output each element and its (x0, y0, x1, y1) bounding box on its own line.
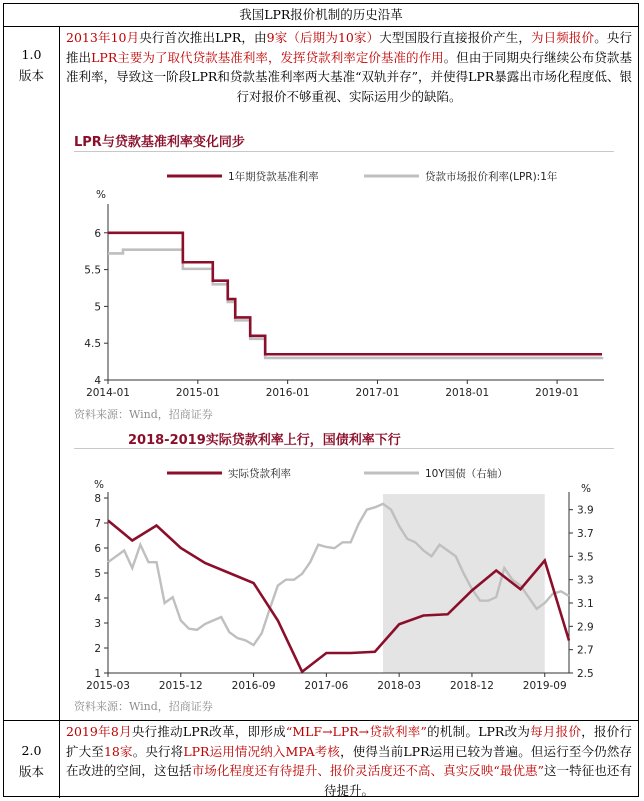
legend-label-base-rate: 1年期贷款基准利率 (228, 171, 319, 183)
x-tick-label: 2015-12 (158, 680, 203, 692)
highlight-text: 9家（后期为10家） (266, 30, 380, 45)
chart-2-real-rate-vs-bond (64, 454, 624, 699)
legend-label-bond: 10Y国债（右轴） (425, 468, 508, 480)
chart-1-title-rule (74, 151, 614, 152)
y-tick-label-left: 8 (94, 493, 101, 505)
version-1-description (66, 28, 632, 106)
x-tick-label: 2016-01 (265, 387, 310, 399)
highlight-text: 2019年8月 (66, 724, 132, 739)
x-tick-label: 2016-09 (231, 680, 276, 692)
highlight-text: 18家 (103, 743, 133, 759)
body-text: 。央行推出 (66, 30, 632, 65)
body-text: ，报价行扩大至 (66, 724, 633, 759)
highlight-text: 市场化程度还有待提升、报价灵活度还不高、真实反映“最优惠” (191, 763, 544, 778)
y-tick-label-left: 6 (94, 543, 101, 555)
lpr-history-table (3, 3, 639, 797)
series-line-lpr (108, 250, 602, 358)
series-line-base-rate (108, 233, 602, 354)
highlight-text: “MLF→LPR→贷款利率” (285, 724, 427, 739)
highlight-text: 每月报价 (530, 724, 582, 739)
chart-1-title: LPR与贷款基准利率变化同步 (74, 135, 245, 150)
y-axis-unit: % (96, 189, 106, 201)
x-tick-label: 2015-01 (175, 387, 220, 399)
y-tick-label-right: 2.5 (577, 668, 594, 680)
y-axis-unit-left: % (94, 479, 104, 491)
body-text: 。但由于同期央行继续公布贷款基准利率，导致这一阶段LPR和贷款基准利率两大基准“双轨并存”，并使得LPR暴露出市场化程度低、银行对报价不够重视、实际运用少的缺陷。 (66, 49, 632, 104)
body-text: 。央行将 (132, 743, 184, 759)
highlight-text: 为日频报价 (530, 30, 595, 45)
y-tick-label-right: 2.9 (577, 621, 594, 634)
body-text: ，使得当前LPR运用已较为普遍。但运行至今仍然存在改进的空间，这包括 (66, 743, 632, 778)
highlight-text: 2013年10月 (66, 30, 140, 45)
column-divider (59, 26, 60, 798)
x-tick-label: 2017-01 (355, 387, 400, 399)
chart-1-lpr-vs-base-rate (64, 156, 624, 406)
version-word: 版本 (18, 68, 44, 83)
x-tick-label: 2017-06 (304, 680, 349, 692)
body-text: 央行推动LPR改革，即形成 (131, 724, 286, 739)
x-tick-label: 2018-12 (450, 680, 494, 692)
y-tick-label-right: 3.7 (577, 528, 594, 540)
body-text: 这一特征也还有待提升。 (323, 763, 632, 798)
x-tick-label: 2019-09 (522, 680, 567, 692)
chart-2-source: 资料来源：Wind，招商证券 (74, 700, 213, 713)
x-tick-label: 2019-01 (535, 387, 580, 399)
version-label-1 (4, 44, 59, 86)
x-tick-label: 2018-01 (445, 387, 490, 399)
y-tick-label-left: 1 (94, 668, 101, 680)
y-tick-label-left: 4 (94, 593, 101, 605)
body-text: 央行首次推出LPR，由 (139, 30, 267, 45)
y-tick-label-right: 3.5 (577, 551, 594, 564)
legend-label-lpr: 贷款市场报价利率(LPR):1年 (425, 171, 558, 183)
x-tick-label: 2014-01 (86, 387, 130, 399)
version-number: 2.0 (21, 743, 42, 758)
y-tick-label: 4 (94, 375, 101, 387)
y-tick-label-left: 7 (94, 518, 101, 530)
y-tick-label-right: 3.9 (577, 504, 594, 517)
y-tick-label: 6 (94, 227, 101, 240)
chart-2-title-rule (74, 448, 614, 449)
body-text: 的机制。LPR改为 (426, 724, 531, 739)
y-tick-label-right: 3.3 (577, 574, 594, 587)
y-tick-label-right: 2.7 (577, 644, 594, 657)
chart-1-source: 资料来源：Wind，招商证券 (74, 408, 213, 421)
y-tick-label: 4.5 (84, 338, 101, 351)
highlight-text: LPR运用情况纳入MPA考核 (183, 743, 341, 759)
y-tick-label-left: 5 (94, 568, 101, 580)
chart-2-title: 2018-2019实际贷款利率上行，国债利率下行 (128, 433, 401, 448)
version-2-description (66, 722, 632, 800)
y-axis-unit-right: % (581, 483, 591, 495)
x-tick-label: 2015-03 (86, 680, 130, 692)
table-title: 我国LPR报价机制的历史沿革 (4, 4, 638, 27)
x-tick-label: 2018-03 (377, 680, 422, 692)
version-label-2 (4, 740, 59, 782)
y-tick-label-left: 3 (94, 618, 101, 630)
y-tick-label-left: 2 (94, 643, 101, 655)
version-number: 1.0 (21, 47, 42, 62)
legend-label-real-rate: 实际贷款利率 (228, 468, 291, 480)
y-tick-label: 5 (94, 301, 101, 314)
y-tick-label: 5.5 (84, 264, 101, 277)
body-text: 大型国股行直接报价产生， (379, 30, 531, 45)
version-word: 版本 (18, 764, 44, 779)
row-divider (4, 720, 638, 721)
highlight-text: LPR主要为了取代贷款基准利率，发挥贷款利率定价基准的作用 (91, 49, 444, 65)
shaded-period (383, 494, 545, 673)
y-tick-label-right: 3.1 (577, 598, 594, 610)
